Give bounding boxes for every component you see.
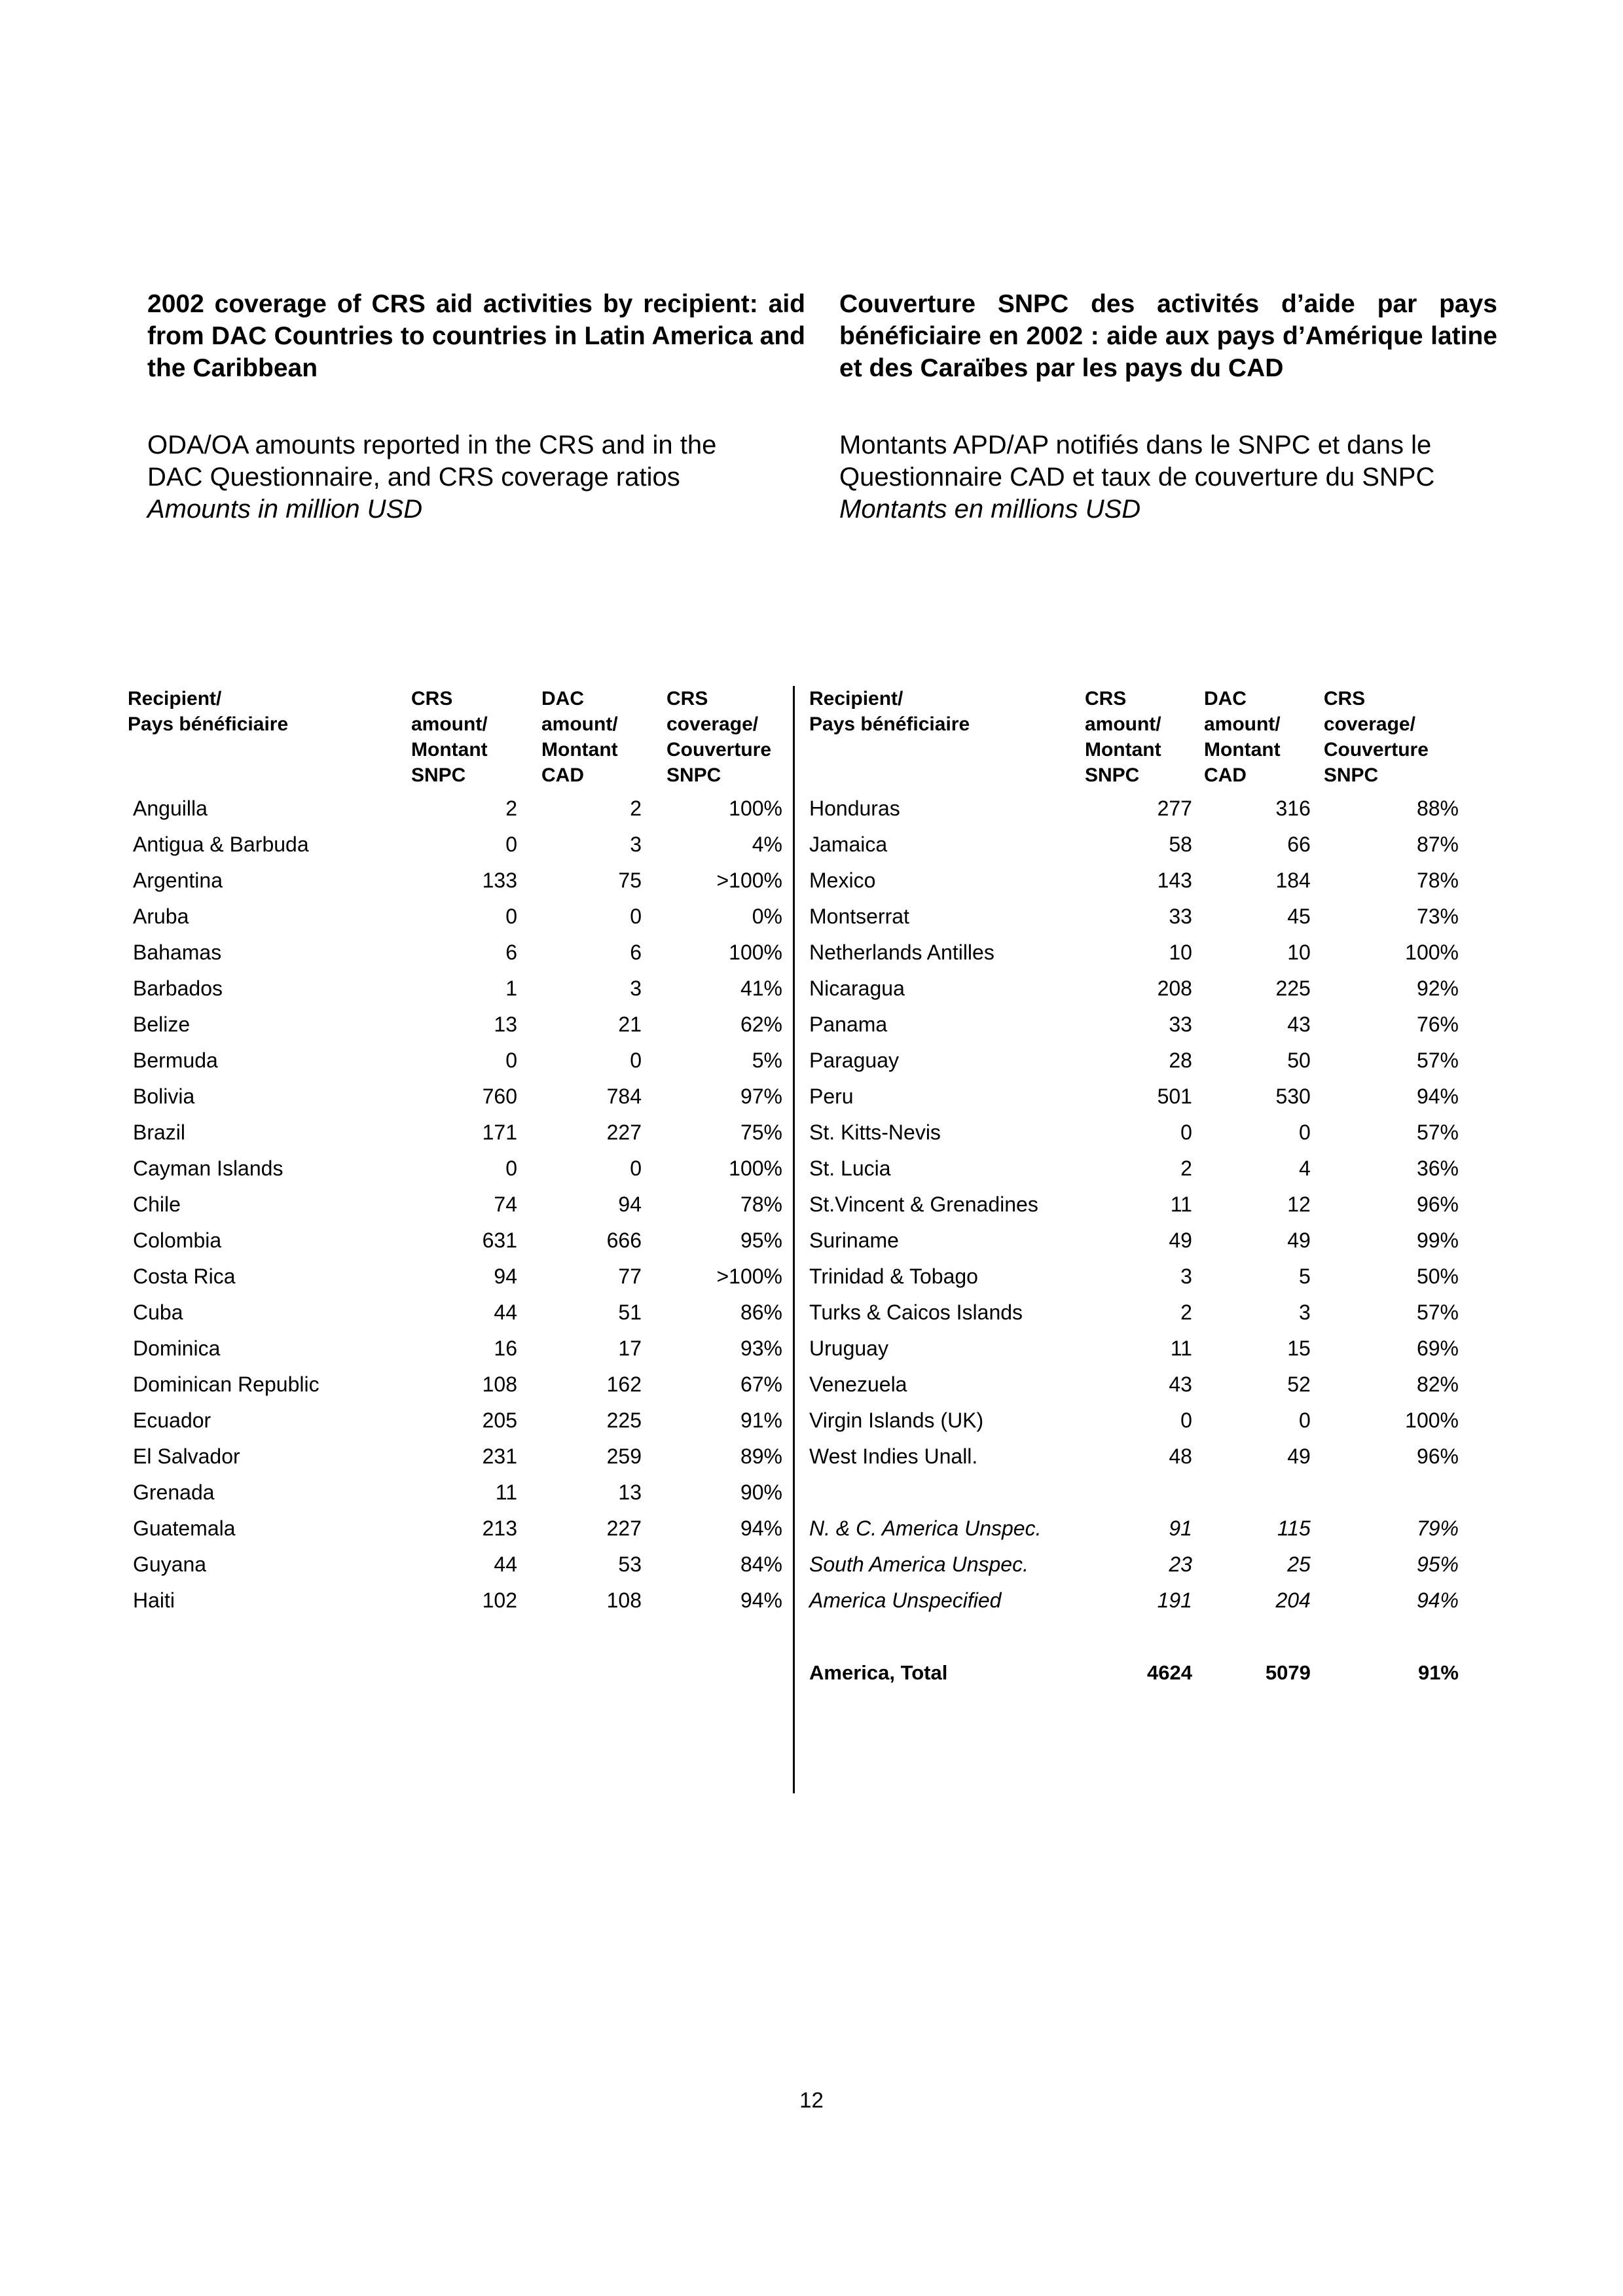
- header-dac-amount-l4: CAD: [541, 764, 584, 786]
- crs-amount: 0: [505, 1157, 517, 1180]
- total-dac-amount: 5079: [1265, 1661, 1311, 1684]
- table-left-body: [128, 791, 782, 1619]
- crs-coverage: 79%: [1416, 1516, 1459, 1540]
- dac-amount: 4: [1299, 1157, 1311, 1180]
- table-row-unspecified: [804, 1511, 1459, 1547]
- header-crs-coverage: [1311, 686, 1459, 791]
- recipient-name: Montserrat: [809, 905, 909, 928]
- recipient-name: West Indies Unall.: [809, 1444, 978, 1468]
- recipient-name: America Unspecified: [809, 1588, 1002, 1612]
- crs-coverage: 100%: [1405, 1408, 1459, 1432]
- crs-coverage: 94%: [740, 1588, 782, 1612]
- header-dac-amount-l2: amount/: [1203, 713, 1281, 735]
- table-header-row: [804, 686, 1459, 791]
- crs-coverage: 100%: [729, 797, 782, 820]
- crs-coverage: 99%: [1416, 1229, 1459, 1252]
- crs-coverage: 94%: [740, 1516, 782, 1540]
- dac-amount: 316: [1275, 797, 1311, 820]
- total-crs-amount: 4624: [1146, 1661, 1192, 1684]
- subheading-french: [839, 429, 1497, 526]
- crs-coverage: 76%: [1416, 1013, 1459, 1036]
- crs-amount: 0: [505, 905, 517, 928]
- subheading-french-line1: Montants APD/AP notifiés dans le SNPC et dans le: [839, 431, 1432, 459]
- table-row: [804, 1259, 1459, 1295]
- crs-coverage: 78%: [740, 1193, 782, 1216]
- crs-coverage: 50%: [1416, 1265, 1459, 1288]
- table-row: [804, 1223, 1459, 1259]
- header-crs-amount-l1: CRS: [1084, 688, 1127, 709]
- table-row: [804, 827, 1459, 863]
- crs-coverage: 69%: [1416, 1336, 1459, 1360]
- table-row: [804, 1403, 1459, 1439]
- recipient-name: Honduras: [809, 797, 900, 820]
- heading-french: Couverture SNPC des activités d’aide par pays bénéficiaire en 2002 : aide aux pays d’Amérique latine et des Caraïbes par les pays du CAD: [839, 290, 1497, 382]
- header-dac-amount-l1: DAC: [1203, 688, 1247, 709]
- crs-coverage: 88%: [1416, 797, 1459, 820]
- crs-amount: 2: [505, 797, 517, 820]
- dac-amount: 162: [606, 1372, 642, 1396]
- subheading-french-line2: Questionnaire CAD et taux de couverture du SNPC: [839, 463, 1435, 492]
- dac-amount: 227: [606, 1121, 642, 1144]
- dac-amount: 49: [1287, 1229, 1311, 1252]
- crs-coverage: 41%: [740, 977, 782, 1000]
- crs-coverage: 96%: [1416, 1193, 1459, 1216]
- crs-amount: 0: [505, 1049, 517, 1072]
- table-row: [128, 1259, 782, 1295]
- table-row: [128, 791, 782, 827]
- crs-coverage: 100%: [1405, 941, 1459, 964]
- dac-amount: 49: [1287, 1444, 1311, 1468]
- dac-amount: 184: [1275, 869, 1311, 892]
- crs-amount: 28: [1169, 1049, 1192, 1072]
- header-crs-amount-l2: amount/: [1084, 713, 1161, 735]
- crs-coverage: 95%: [1416, 1552, 1459, 1576]
- recipient-name: Dominica: [133, 1336, 221, 1360]
- dac-amount: 77: [618, 1265, 642, 1288]
- header-recipient-l2: Pays bénéficiaire: [128, 713, 289, 735]
- subheading-english: [147, 429, 805, 526]
- dac-amount: 21: [618, 1013, 642, 1036]
- dac-amount: 0: [1299, 1408, 1311, 1432]
- page-number: 12: [799, 2088, 824, 2112]
- crs-amount: 44: [494, 1552, 517, 1576]
- header-crs-coverage-l2: coverage/: [1323, 713, 1415, 735]
- dac-amount: 0: [630, 905, 642, 928]
- crs-amount: 11: [495, 1480, 517, 1504]
- header-crs-coverage-l1: CRS: [666, 688, 708, 709]
- crs-amount: 0: [1180, 1121, 1192, 1144]
- crs-amount: 231: [482, 1444, 517, 1468]
- crs-coverage: 92%: [1416, 977, 1459, 1000]
- subheading-english-line2: DAC Questionnaire, and CRS coverage ratios: [147, 463, 680, 492]
- table-row: [804, 1115, 1459, 1151]
- crs-amount: 171: [482, 1121, 517, 1144]
- crs-coverage: 0%: [752, 905, 782, 928]
- dac-amount: 784: [606, 1085, 642, 1108]
- recipient-name: Cuba: [133, 1300, 183, 1324]
- crs-coverage: 100%: [729, 1157, 782, 1180]
- table-row: [128, 1223, 782, 1259]
- crs-amount: 11: [1170, 1193, 1192, 1216]
- recipient-name: Guatemala: [133, 1516, 236, 1540]
- spacer-row: [804, 1619, 1459, 1655]
- header-crs-amount-l2: amount/: [411, 713, 488, 735]
- crs-amount: 108: [482, 1372, 517, 1396]
- header-crs-amount: [1061, 686, 1192, 791]
- recipient-name: Antigua & Barbuda: [133, 833, 309, 856]
- dac-amount: 3: [630, 977, 642, 1000]
- crs-amount: 91: [1169, 1516, 1192, 1540]
- header-dac-amount-l4: CAD: [1203, 764, 1247, 786]
- recipient-name: Turks & Caicos Islands: [809, 1300, 1023, 1324]
- subheading-english-units: Amounts in million USD: [147, 495, 423, 524]
- crs-coverage: 75%: [740, 1121, 782, 1144]
- table-row: [128, 827, 782, 863]
- table-row-unspecified: [804, 1547, 1459, 1583]
- table-row-total: [804, 1655, 1459, 1691]
- recipient-name: Venezuela: [809, 1372, 907, 1396]
- dac-amount: 45: [1287, 905, 1311, 928]
- recipient-name: St. Lucia: [809, 1157, 891, 1180]
- header-crs-coverage-l4: SNPC: [1323, 764, 1379, 786]
- table-right-body: [804, 791, 1459, 1691]
- dac-amount: 259: [606, 1444, 642, 1468]
- crs-amount: 205: [482, 1408, 517, 1432]
- header-crs-amount-l1: CRS: [411, 688, 453, 709]
- crs-amount: 277: [1157, 797, 1192, 820]
- subheading-english-line1: ODA/OA amounts reported in the CRS and in the: [147, 431, 717, 459]
- crs-coverage: 57%: [1416, 1121, 1459, 1144]
- dac-amount: 6: [630, 941, 642, 964]
- recipient-name: Argentina: [133, 869, 223, 892]
- crs-coverage: 82%: [1416, 1372, 1459, 1396]
- dac-amount: 225: [1275, 977, 1311, 1000]
- recipient-name: St. Kitts-Nevis: [809, 1121, 941, 1144]
- table-row: [804, 863, 1459, 899]
- header-crs-coverage-l3: Couverture: [1323, 739, 1429, 761]
- recipient-name: St.Vincent & Grenadines: [809, 1193, 1038, 1216]
- crs-amount: 13: [494, 1013, 517, 1036]
- crs-amount: 133: [482, 869, 517, 892]
- header-crs-coverage: [642, 686, 782, 791]
- crs-amount: 16: [494, 1336, 517, 1360]
- dac-amount: 108: [606, 1588, 642, 1612]
- table-row: [128, 1115, 782, 1151]
- crs-coverage: 78%: [1416, 869, 1459, 892]
- spacer-cell: [804, 1619, 1459, 1655]
- crs-coverage: 62%: [740, 1013, 782, 1036]
- table-row: [128, 935, 782, 971]
- dac-amount: 75: [618, 869, 642, 892]
- crs-coverage: 67%: [740, 1372, 782, 1396]
- table-row: [804, 1331, 1459, 1367]
- dac-amount: 13: [618, 1480, 642, 1504]
- table-row: [128, 1439, 782, 1475]
- crs-coverage: 87%: [1416, 833, 1459, 856]
- header-crs-coverage-l1: CRS: [1323, 688, 1366, 709]
- crs-amount: 213: [482, 1516, 517, 1540]
- crs-amount: 10: [1169, 941, 1192, 964]
- table-row: [128, 1547, 782, 1583]
- recipient-name: Cayman Islands: [133, 1157, 283, 1180]
- recipient-name: Virgin Islands (UK): [809, 1408, 984, 1432]
- table-row: [804, 1439, 1459, 1475]
- dac-amount: 2: [630, 797, 642, 820]
- table-row: [128, 1079, 782, 1115]
- recipient-name: Brazil: [133, 1121, 186, 1144]
- crs-amount: 631: [482, 1229, 517, 1252]
- recipient-name: Trinidad & Tobago: [809, 1265, 978, 1288]
- table-row: [128, 863, 782, 899]
- recipient-name: Chile: [133, 1193, 181, 1216]
- recipient-name: Suriname: [809, 1229, 899, 1252]
- dac-amount: 25: [1287, 1552, 1311, 1576]
- crs-coverage: 57%: [1416, 1300, 1459, 1324]
- crs-amount: 191: [1157, 1588, 1192, 1612]
- dac-amount: 204: [1275, 1588, 1311, 1612]
- dac-amount: 0: [1299, 1121, 1311, 1144]
- header-crs-coverage-l3: Couverture: [666, 739, 772, 761]
- header-recipient: [804, 686, 1061, 791]
- crs-amount: 501: [1157, 1085, 1192, 1108]
- table-row: [128, 1511, 782, 1547]
- crs-amount: 2: [1180, 1300, 1192, 1324]
- dac-amount: 66: [1287, 833, 1311, 856]
- recipient-name: Guyana: [133, 1552, 207, 1576]
- crs-amount: 760: [482, 1085, 517, 1108]
- header-crs-coverage-l4: SNPC: [666, 764, 721, 786]
- subheading-french-units: Montants en millions USD: [839, 495, 1141, 524]
- header-dac-amount: [517, 686, 642, 791]
- crs-coverage: 94%: [1416, 1588, 1459, 1612]
- dac-amount: 10: [1287, 941, 1311, 964]
- crs-coverage: 93%: [740, 1336, 782, 1360]
- crs-amount: 208: [1157, 977, 1192, 1000]
- table-row: [804, 1295, 1459, 1331]
- dac-amount: 50: [1287, 1049, 1311, 1072]
- header-recipient-l1: Recipient/: [128, 688, 222, 709]
- table-row: [804, 1007, 1459, 1043]
- dac-amount: 225: [606, 1408, 642, 1432]
- recipient-name: Aruba: [133, 905, 189, 928]
- table-row: [128, 1583, 782, 1619]
- dac-amount: 52: [1287, 1372, 1311, 1396]
- table-row-unspecified: [804, 1583, 1459, 1619]
- heading-english: 2002 coverage of CRS aid activities by recipient: aid from DAC Countries to countries in Latin America and the Caribbean: [147, 290, 805, 382]
- crs-coverage: 73%: [1416, 905, 1459, 928]
- column-divider: [793, 686, 795, 1793]
- recipient-name: N. & C. America Unspec.: [809, 1516, 1042, 1540]
- dac-amount: 15: [1287, 1336, 1311, 1360]
- recipient-name: Jamaica: [809, 833, 888, 856]
- table-row: [804, 899, 1459, 935]
- table-row: [128, 1043, 782, 1079]
- crs-coverage: 5%: [752, 1049, 782, 1072]
- crs-coverage: 89%: [740, 1444, 782, 1468]
- header-dac-amount-l1: DAC: [541, 688, 584, 709]
- dac-amount: 0: [630, 1157, 642, 1180]
- crs-coverage: 95%: [740, 1229, 782, 1252]
- spacer-row: [804, 1475, 1459, 1511]
- table-row: [804, 791, 1459, 827]
- crs-amount: 43: [1169, 1372, 1192, 1396]
- recipient-name: Barbados: [133, 977, 223, 1000]
- dac-amount: 5: [1299, 1265, 1311, 1288]
- table-right: [804, 686, 1459, 1691]
- header-crs-amount-l4: SNPC: [1084, 764, 1140, 786]
- crs-coverage: 90%: [740, 1480, 782, 1504]
- crs-coverage: 100%: [729, 941, 782, 964]
- recipient-name: Bahamas: [133, 941, 222, 964]
- table-row: [128, 971, 782, 1007]
- crs-amount: 94: [494, 1265, 517, 1288]
- table-row: [804, 1043, 1459, 1079]
- crs-amount: 58: [1169, 833, 1192, 856]
- crs-amount: 11: [1170, 1336, 1192, 1360]
- table-row: [804, 1187, 1459, 1223]
- crs-coverage: >100%: [716, 1265, 782, 1288]
- table-row: [804, 971, 1459, 1007]
- table-row: [128, 1151, 782, 1187]
- dac-amount: 12: [1287, 1193, 1311, 1216]
- header-crs-amount: [380, 686, 517, 791]
- recipient-name: Colombia: [133, 1229, 222, 1252]
- crs-coverage: >100%: [716, 869, 782, 892]
- total-label: America, Total: [809, 1661, 948, 1684]
- dac-amount: 17: [618, 1336, 642, 1360]
- crs-amount: 6: [505, 941, 517, 964]
- crs-amount: 102: [482, 1588, 517, 1612]
- spacer-cell: [804, 1475, 1459, 1511]
- crs-amount: 33: [1169, 905, 1192, 928]
- table-row: [804, 935, 1459, 971]
- crs-coverage: 57%: [1416, 1049, 1459, 1072]
- crs-amount: 33: [1169, 1013, 1192, 1036]
- recipient-name: Panama: [809, 1013, 888, 1036]
- crs-amount: 0: [1180, 1408, 1192, 1432]
- header-crs-amount-l4: SNPC: [411, 764, 466, 786]
- total-crs-coverage: 91%: [1417, 1661, 1459, 1684]
- recipient-name: Bermuda: [133, 1049, 218, 1072]
- crs-coverage: 96%: [1416, 1444, 1459, 1468]
- recipient-name: Uruguay: [809, 1336, 888, 1360]
- header-crs-coverage-l2: coverage/: [666, 713, 759, 735]
- header-dac-amount: [1192, 686, 1311, 791]
- dac-amount: 227: [606, 1516, 642, 1540]
- crs-amount: 1: [505, 977, 517, 1000]
- header-recipient-l2: Pays bénéficiaire: [809, 713, 970, 735]
- table-row: [128, 1295, 782, 1331]
- recipient-name: Belize: [133, 1013, 191, 1036]
- table-left: [128, 686, 782, 1619]
- dac-amount: 0: [630, 1049, 642, 1072]
- recipient-name: Anguilla: [133, 797, 208, 820]
- crs-amount: 0: [505, 833, 517, 856]
- crs-coverage: 36%: [1416, 1157, 1459, 1180]
- header-crs-amount-l3: Montant: [411, 739, 488, 761]
- crs-coverage: 97%: [740, 1085, 782, 1108]
- crs-coverage: 84%: [740, 1552, 782, 1576]
- dac-amount: 94: [618, 1193, 642, 1216]
- dac-amount: 115: [1277, 1516, 1311, 1540]
- recipient-name: South America Unspec.: [809, 1552, 1029, 1576]
- crs-amount: 23: [1169, 1552, 1192, 1576]
- recipient-name: Mexico: [809, 869, 876, 892]
- table-row: [128, 1475, 782, 1511]
- table-row: [128, 1367, 782, 1403]
- dac-amount: 53: [618, 1552, 642, 1576]
- recipient-name: Bolivia: [133, 1085, 195, 1108]
- recipient-name: Nicaragua: [809, 977, 905, 1000]
- recipient-name: Peru: [809, 1085, 854, 1108]
- table-row: [128, 1331, 782, 1367]
- table-row: [804, 1367, 1459, 1403]
- crs-coverage: 86%: [740, 1300, 782, 1324]
- header-dac-amount-l3: Montant: [1203, 739, 1281, 761]
- table-header-row: [128, 686, 782, 791]
- crs-amount: 2: [1180, 1157, 1192, 1180]
- recipient-name: Dominican Republic: [133, 1372, 319, 1396]
- table-row: [128, 899, 782, 935]
- crs-amount: 48: [1169, 1444, 1192, 1468]
- dac-amount: 51: [618, 1300, 642, 1324]
- crs-amount: 74: [494, 1193, 517, 1216]
- header-recipient: [128, 686, 380, 791]
- recipient-name: El Salvador: [133, 1444, 240, 1468]
- recipient-name: Netherlands Antilles: [809, 941, 994, 964]
- crs-amount: 3: [1180, 1265, 1192, 1288]
- header-crs-amount-l3: Montant: [1084, 739, 1161, 761]
- table-row: [128, 1403, 782, 1439]
- table-row: [804, 1151, 1459, 1187]
- recipient-name: Haiti: [133, 1588, 175, 1612]
- recipient-name: Grenada: [133, 1480, 215, 1504]
- recipient-name: Paraguay: [809, 1049, 899, 1072]
- dac-amount: 666: [606, 1229, 642, 1252]
- dac-amount: 530: [1275, 1085, 1311, 1108]
- crs-amount: 44: [494, 1300, 517, 1324]
- crs-coverage: 91%: [740, 1408, 782, 1432]
- table-row: [804, 1079, 1459, 1115]
- recipient-name: Ecuador: [133, 1408, 211, 1432]
- table-row: [128, 1007, 782, 1043]
- crs-coverage: 4%: [752, 833, 782, 856]
- crs-amount: 143: [1157, 869, 1192, 892]
- dac-amount: 3: [630, 833, 642, 856]
- recipient-name: Costa Rica: [133, 1265, 236, 1288]
- dac-amount: 3: [1299, 1300, 1311, 1324]
- crs-amount: 49: [1169, 1229, 1192, 1252]
- dac-amount: 43: [1287, 1013, 1311, 1036]
- crs-coverage: 94%: [1416, 1085, 1459, 1108]
- header-recipient-l1: Recipient/: [809, 688, 903, 709]
- header-dac-amount-l3: Montant: [541, 739, 618, 761]
- table-row: [128, 1187, 782, 1223]
- header-dac-amount-l2: amount/: [541, 713, 618, 735]
